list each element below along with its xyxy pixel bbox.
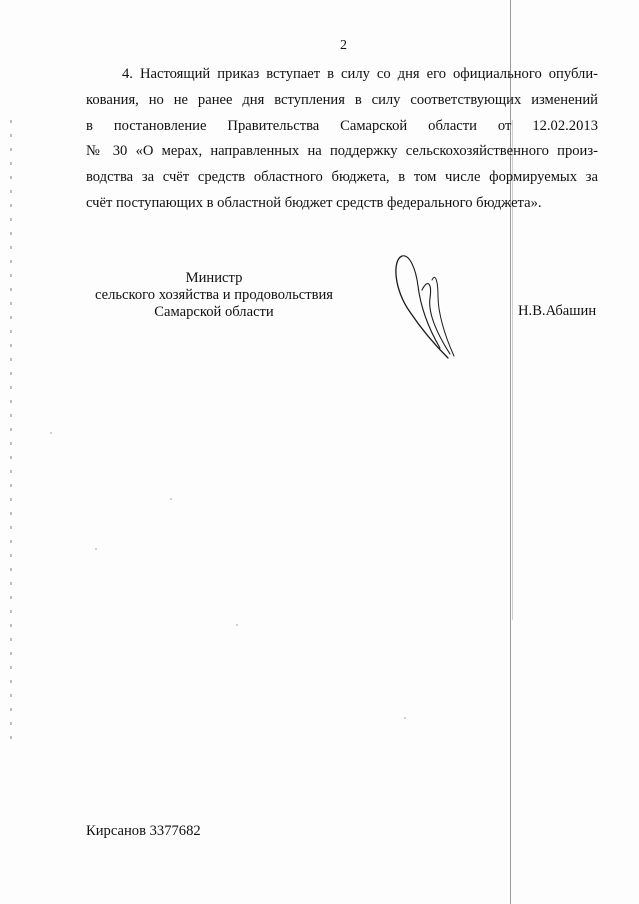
paragraph-line: кования, но не ранее дня вступления в силу соответствующих изменений — [86, 91, 598, 108]
scan-speck — [50, 432, 52, 434]
scan-margin-marks — [10, 120, 12, 740]
handwritten-signature — [388, 250, 468, 370]
scan-speck — [95, 548, 97, 550]
signer-name: Н.В.Абашин — [518, 303, 597, 319]
paragraph-line: счёт поступающих в областной бюджет средств федерального бюджета». — [86, 194, 542, 211]
scan-speck — [404, 717, 406, 719]
executor-contact: Кирсанов 3377682 — [86, 823, 201, 839]
signature-block — [0, 270, 639, 380]
scan-speck — [236, 624, 238, 626]
position-line: сельского хозяйства и продовольствия — [94, 287, 334, 303]
scan-speck — [170, 498, 172, 500]
paragraph-line: 4. Настоящий приказ вступает в силу со дня его официального опубли- — [122, 66, 598, 82]
order-paragraph-4 — [86, 62, 598, 217]
page-number: 2 — [340, 38, 347, 53]
paragraph-line: водства за счёт средств областного бюджета, в том числе формируемых за — [86, 169, 598, 186]
signer-position — [86, 270, 342, 321]
position-line: Самарской области — [154, 304, 274, 320]
position-line: Министр — [185, 270, 243, 286]
paragraph-line: в постановление Правительства Самарской области от 12.02.2013 — [86, 117, 598, 134]
paragraph-line: № 30 «О мерах, направленных на поддержку сельскохозяйственного произ- — [86, 143, 598, 160]
